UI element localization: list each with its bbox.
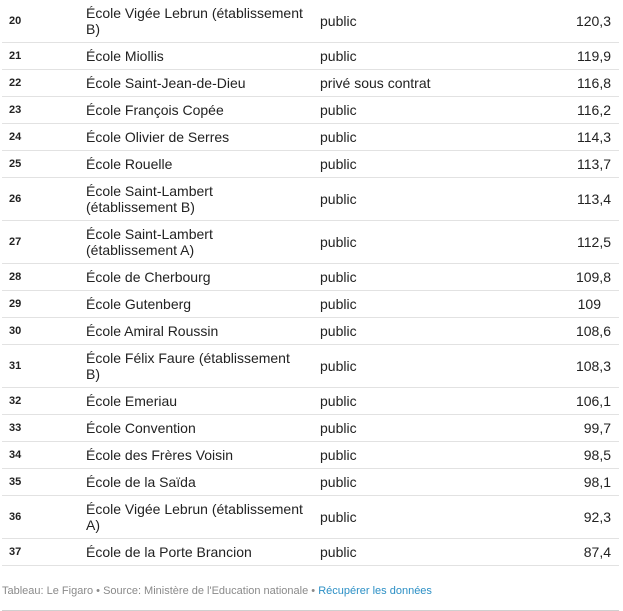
rank-cell: 23 — [9, 104, 22, 116]
school-name-cell: École Vigée Lebrun (établissement B) — [86, 5, 303, 37]
school-type-cell: public — [320, 420, 357, 436]
value-cell: 108,6 — [575, 323, 611, 339]
school-name-cell: École de la Saïda — [86, 474, 196, 490]
school-name-cell: École Saint-Lambert (établissement B) — [86, 183, 213, 215]
school-type-cell: public — [320, 13, 357, 29]
table-row — [2, 539, 619, 566]
value-cell: 98,1 — [583, 474, 611, 490]
ranking-table-body — [2, 0, 619, 566]
rank-cell: 25 — [9, 158, 22, 170]
value-cell: 113,4 — [577, 191, 611, 207]
table-footer — [2, 584, 619, 598]
rank-cell: 24 — [9, 131, 22, 143]
school-type-cell: privé sous contrat — [320, 75, 431, 91]
table-row — [2, 496, 619, 539]
table-row — [2, 345, 619, 388]
value-cell: 109 — [577, 296, 601, 312]
value-cell: 116,8 — [577, 75, 611, 91]
table-row — [2, 415, 619, 442]
school-type-cell: public — [320, 447, 357, 463]
school-name-cell: École François Copée — [86, 102, 224, 118]
rank-cell: 28 — [9, 271, 22, 283]
rank-cell: 33 — [9, 422, 22, 434]
source-text: Source: Ministère de l'Education nationale — [103, 585, 309, 597]
value-cell: 98,5 — [583, 447, 611, 463]
rank-cell: 26 — [9, 193, 22, 205]
footer-separator: • — [93, 585, 104, 597]
table-row — [2, 124, 619, 151]
value-cell: 116,2 — [577, 102, 611, 118]
value-cell: 112,5 — [577, 234, 611, 250]
value-cell: 106,1 — [575, 393, 611, 409]
school-type-cell: public — [320, 191, 357, 207]
rank-cell: 32 — [9, 395, 22, 407]
value-cell: 119,9 — [577, 48, 611, 64]
rank-cell: 21 — [9, 50, 22, 62]
value-cell: 87,4 — [583, 544, 611, 560]
school-type-cell: public — [320, 156, 357, 172]
school-name-cell: École Convention — [86, 420, 196, 436]
table-row — [2, 0, 619, 43]
ranking-table — [2, 0, 619, 566]
rank-cell: 29 — [9, 298, 22, 310]
table-row — [2, 97, 619, 124]
rank-cell: 35 — [9, 476, 22, 488]
school-type-cell: public — [320, 474, 357, 490]
footer-separator: • — [308, 585, 319, 597]
school-name-cell: École Félix Faure (établissement B) — [86, 350, 290, 382]
value-cell: 120,3 — [575, 13, 611, 29]
school-name-cell: École des Frères Voisin — [86, 447, 234, 463]
table-row — [2, 388, 619, 415]
ranking-table-container — [2, 0, 619, 611]
value-cell: 114,3 — [577, 129, 611, 145]
value-cell: 109,8 — [575, 269, 611, 285]
value-cell: 113,7 — [577, 156, 611, 172]
rank-cell: 34 — [9, 449, 22, 461]
rank-cell: 31 — [9, 360, 22, 372]
school-type-cell: public — [320, 234, 357, 250]
school-name-cell: École Miollis — [86, 48, 164, 64]
rank-cell: 22 — [9, 77, 22, 89]
school-type-cell: public — [320, 48, 357, 64]
rank-cell: 30 — [9, 325, 22, 337]
download-data-link[interactable]: Récupérer les données — [318, 585, 432, 597]
school-name-cell: École de la Porte Brancion — [86, 544, 252, 560]
table-row — [2, 221, 619, 264]
school-type-cell: public — [320, 296, 357, 312]
school-type-cell: public — [320, 358, 357, 374]
table-row — [2, 43, 619, 70]
table-row — [2, 318, 619, 345]
table-row — [2, 442, 619, 469]
credit-text: Tableau: Le Figaro — [2, 585, 94, 597]
rank-cell: 20 — [9, 15, 22, 27]
school-name-cell: École de Cherbourg — [86, 269, 211, 285]
school-type-cell: public — [320, 509, 357, 525]
school-name-cell: École Saint-Jean-de-Dieu — [86, 75, 246, 91]
table-row — [2, 70, 619, 97]
school-type-cell: public — [320, 323, 357, 339]
school-type-cell: public — [320, 102, 357, 118]
school-type-cell: public — [320, 129, 357, 145]
table-row — [2, 291, 619, 318]
school-type-cell: public — [320, 393, 357, 409]
school-name-cell: École Olivier de Serres — [86, 129, 230, 145]
value-cell: 99,7 — [583, 420, 611, 436]
value-cell: 92,3 — [583, 509, 611, 525]
school-name-cell: École Emeriau — [86, 393, 178, 409]
table-row — [2, 469, 619, 496]
table-row — [2, 178, 619, 221]
rank-cell: 36 — [9, 511, 22, 523]
value-cell: 108,3 — [575, 358, 611, 374]
rank-cell: 37 — [9, 546, 22, 558]
rank-cell: 27 — [9, 236, 22, 248]
school-type-cell: public — [320, 544, 357, 560]
school-name-cell: École Vigée Lebrun (établissement A) — [86, 501, 303, 533]
school-name-cell: École Amiral Roussin — [86, 323, 219, 339]
school-type-cell: public — [320, 269, 357, 285]
table-row — [2, 264, 619, 291]
school-name-cell: École Rouelle — [86, 156, 173, 172]
school-name-cell: École Saint-Lambert (établissement A) — [86, 226, 213, 258]
table-row — [2, 151, 619, 178]
school-name-cell: École Gutenberg — [86, 296, 192, 312]
